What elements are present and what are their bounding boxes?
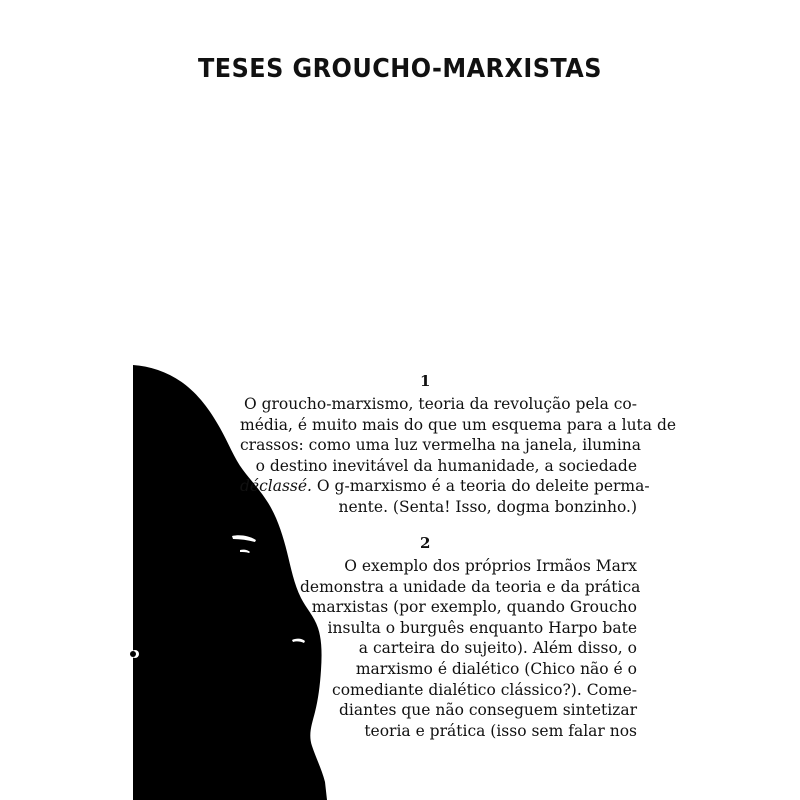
thesis-2-line-7: comediante dialético clássico?). Come- — [332, 680, 637, 699]
thesis-1-line-5-rest: O g-marxismo é a teoria do deleite perma- — [316, 477, 650, 496]
thesis-1-text — [240, 394, 677, 518]
thesis-number-1: 1 — [420, 372, 431, 390]
thesis-2-line-1: O exemplo dos próprios Irmãos Marx — [344, 557, 637, 575]
thesis-1-italic-word: déclassé. — [240, 477, 312, 496]
thesis-1-line-6: nente. (Senta! Isso, dogma bonzinho.) — [338, 497, 637, 516]
thesis-1-line-3: crassos: como uma luz vermelha na janela, ilumina — [240, 436, 642, 455]
thesis-number-2: 2 — [420, 534, 431, 552]
thesis-2-line-5: a carteira do sujeito). Além disso, o — [358, 639, 637, 658]
thesis-2-line-2: demonstra a unidade da teoria e da prática — [300, 577, 641, 596]
thesis-2-line-4: insulta o burguês enquanto Harpo bate — [327, 618, 637, 637]
thesis-2-line-6: marxismo é dialético (Chico não é o — [355, 659, 637, 678]
thesis-2-line-9: teoria e prática (isso sem falar nos — [364, 721, 637, 740]
thesis-1-line-2: média, é muito mais do que um esquema para a luta de — [240, 415, 677, 434]
thesis-2-text — [300, 556, 641, 741]
thesis-2-line-8: diantes que não conseguem sintetizar — [339, 701, 637, 720]
thesis-1-line-5 — [240, 476, 650, 497]
thesis-2-line-3: marxistas (por exemplo, quando Groucho — [311, 598, 637, 617]
thesis-1-line-1: O groucho-marxismo, teoria da revolução pela co- — [243, 395, 637, 413]
thesis-1-line-4: o destino inevitável da humanidade, a sociedade — [255, 456, 637, 475]
page-title: TESES GROUCHO-MARXISTAS — [198, 54, 602, 84]
